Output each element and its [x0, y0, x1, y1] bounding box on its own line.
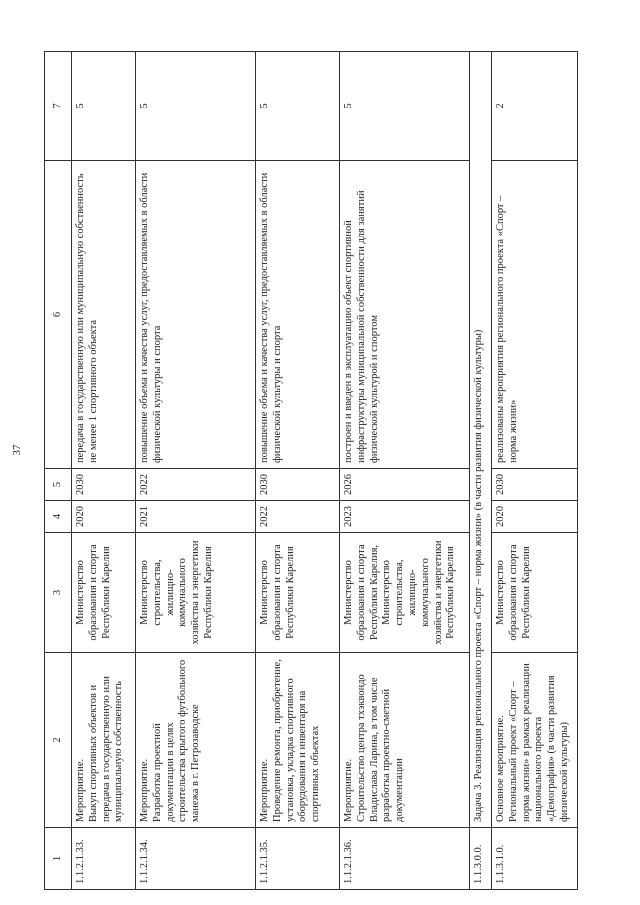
table-container [44, 52, 612, 890]
row-end-year: 2030 [256, 469, 340, 501]
task-row [470, 52, 492, 890]
row-activity: Мероприятие. Строительство центра тхэквондо Владислава Ларина, в том числе разработка проектно-сметной документации [340, 653, 470, 828]
header-col-7: 7 [45, 52, 72, 161]
row-executor: Министерство образования и спорта Республики Карелия [72, 533, 136, 653]
header-col-2: 2 [45, 653, 72, 828]
row-start-year: 2023 [340, 501, 470, 533]
row-activity: Основное мероприятие. Региональный проект «Спорт – норма жизни» в рамках реализации национального проекта «Демография» (в части развития физической культуры) [492, 653, 578, 828]
row-end-year: 2030 [72, 469, 136, 501]
row-start-year: 2021 [136, 501, 256, 533]
row-result: повышение объема и качества услуг, предоставляемых в области физической культуры и спорта [256, 161, 340, 469]
task-text: Задача 3. Реализация регионального проекта «Спорт – норма жизни» (в части развития физической культуры) [470, 52, 492, 828]
row-link: 2 [492, 52, 578, 161]
header-col-6: 6 [45, 161, 72, 469]
row-result: построен и введен в эксплуатацию объект спортивной инфраструктуры муниципальной собственности для занятий физической культурой и спортом [340, 161, 470, 469]
header-col-5: 5 [45, 469, 72, 501]
row-result: реализованы мероприятия регионального проекта «Спорт – норма жизни» [492, 161, 578, 469]
table-row [136, 52, 256, 890]
row-code: 1.1.2.1.34. [136, 828, 256, 890]
row-start-year: 2022 [256, 501, 340, 533]
row-start-year: 2020 [492, 501, 578, 533]
row-code: 1.1.2.1.33. [72, 828, 136, 890]
row-end-year: 2030 [492, 469, 578, 501]
header-col-4: 4 [45, 501, 72, 533]
page-number: 37 [11, 444, 23, 456]
row-link: 5 [256, 52, 340, 161]
row-executor: Министерство образования и спорта Республики Карелия, Министерство строительства, жилищно-коммунального хозяйства и энергетики Республики Карелия [340, 533, 470, 653]
table-row [492, 52, 578, 890]
header-col-3: 3 [45, 533, 72, 653]
row-end-year: 2026 [340, 469, 470, 501]
row-result: повышение объема и качества услуг, предоставляемых в области физической культуры и спорта [136, 161, 256, 469]
row-activity: Мероприятие. Выкуп спортивных объектов и передача в государственную или муниципальную собственность [72, 653, 136, 828]
row-executor: Министерство строительства, жилищно-коммунального хозяйства и энергетики Республики Карелия [136, 533, 256, 653]
row-link: 5 [72, 52, 136, 161]
row-executor: Министерство образования и спорта Республики Карелия [256, 533, 340, 653]
row-link: 5 [136, 52, 256, 161]
table-row [72, 52, 136, 890]
header-col-1: 1 [45, 828, 72, 890]
row-start-year: 2020 [72, 501, 136, 533]
row-activity: Мероприятие. Проведение ремонта, приобретение, установка, укладка спортивного оборудования и инвентаря на спортивных объектах [256, 653, 340, 828]
row-code: 1.1.2.1.36. [340, 828, 470, 890]
row-result: передача в государственную или муниципальную собственность не менее 1 спортивного объекта [72, 161, 136, 469]
row-code: 1.1.3.1.0. [492, 828, 578, 890]
row-executor: Министерство образования и спорта Республики Карелия [492, 533, 578, 653]
rotated-table [44, 52, 612, 890]
table-row [340, 52, 470, 890]
row-code: 1.1.2.1.35. [256, 828, 340, 890]
row-activity: Мероприятие. Разработка проектной документации в целях строительства крытого футбольного манежа в г. Петрозаводске [136, 653, 256, 828]
program-activities-table [44, 51, 578, 890]
table-row [256, 52, 340, 890]
task-code: 1.1.3.0.0. [470, 828, 492, 890]
row-end-year: 2022 [136, 469, 256, 501]
header-row [45, 52, 72, 890]
row-link: 5 [340, 52, 470, 161]
